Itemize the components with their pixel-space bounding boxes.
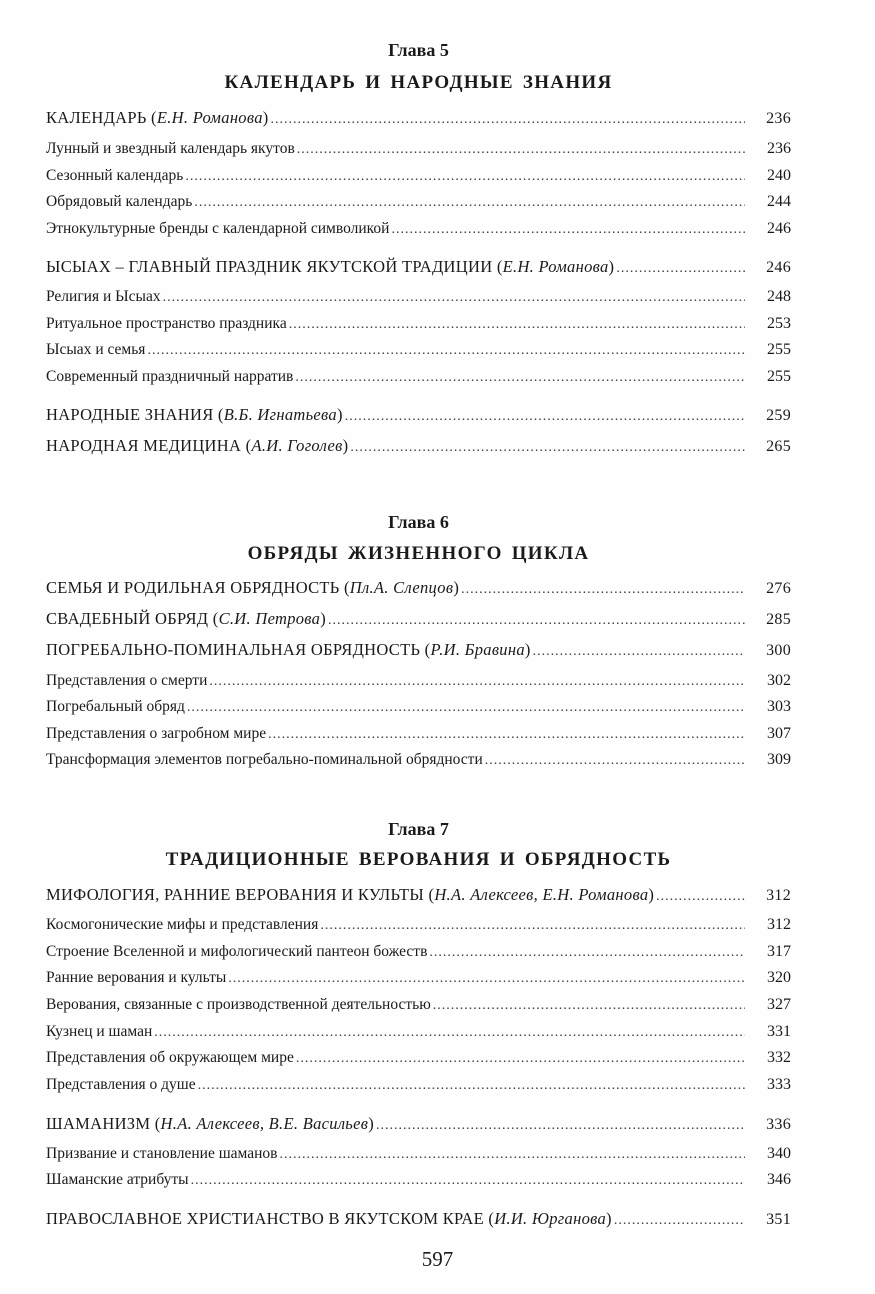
- toc-entry-title: КАЛЕНДАРЬ (Е.Н. Романова): [46, 108, 269, 127]
- page-number: 285: [766, 611, 791, 628]
- page-number: 312: [767, 916, 791, 933]
- page-number: 248: [767, 288, 791, 305]
- chapter-label: Глава 7: [388, 819, 449, 839]
- dot-leader: [614, 1213, 745, 1229]
- toc-entry-title: НАРОДНЫЕ ЗНАНИЯ (В.Б. Игнатьева): [46, 405, 343, 424]
- dot-leader: [433, 998, 745, 1014]
- toc-entry-title: МИФОЛОГИЯ, РАННИЕ ВЕРОВАНИЯ И КУЛЬТЫ (Н.А. Алексеев, Е.Н. Романова): [46, 885, 655, 904]
- dot-leader: [187, 700, 745, 716]
- page-number: 351: [766, 1211, 791, 1228]
- page-number: 300: [766, 642, 791, 659]
- toc-entry-title: Представления о душе: [46, 1076, 196, 1093]
- toc-entry[interactable]: [46, 220, 791, 242]
- chapter-title: ОБРЯДЫ ЖИЗНЕННОГО ЦИКЛА: [247, 543, 590, 564]
- toc-entry-title: НАРОДНАЯ МЕДИЦИНА (А.И. Гоголев): [46, 436, 349, 455]
- dot-leader: [191, 1173, 745, 1189]
- dot-leader: [194, 195, 745, 211]
- page-number: 346: [767, 1171, 791, 1188]
- page-number: 244: [767, 193, 791, 210]
- toc-entry[interactable]: [46, 1145, 791, 1167]
- page-number: 303: [767, 698, 791, 715]
- toc-entry[interactable]: [46, 315, 791, 337]
- toc-entry[interactable]: [46, 751, 791, 773]
- toc-entry[interactable]: [46, 916, 791, 938]
- page-number: 246: [766, 259, 791, 276]
- page-number: 276: [766, 580, 791, 597]
- page-number: 265: [766, 438, 791, 455]
- dot-leader: [376, 1118, 745, 1134]
- dot-leader: [391, 222, 745, 238]
- dot-leader: [154, 1025, 745, 1041]
- page-number: 307: [767, 725, 791, 742]
- page-number: 317: [767, 943, 791, 960]
- chapter-label: Глава 5: [388, 40, 449, 60]
- toc-entry-title: Этнокультурные бренды с календарной символикой: [46, 220, 390, 237]
- page-number: 236: [767, 140, 791, 157]
- toc-entry[interactable]: [46, 725, 791, 747]
- page-number: 240: [767, 167, 791, 184]
- dot-leader: [297, 142, 745, 158]
- toc-entry-title: Строение Вселенной и мифологический пантеон божеств: [46, 943, 428, 960]
- toc-entry-title: Лунный и звездный календарь якутов: [46, 140, 295, 157]
- toc-entry[interactable]: [46, 341, 791, 363]
- page-folio-number: 597: [421, 1247, 454, 1271]
- page-number: 340: [767, 1145, 791, 1162]
- dot-leader: [533, 644, 745, 660]
- toc-entry[interactable]: [46, 1114, 791, 1136]
- toc-entry[interactable]: [46, 1049, 791, 1071]
- toc-entry[interactable]: [46, 288, 791, 310]
- dot-leader: [147, 343, 745, 359]
- toc-entry-title: Кузнец и шаман: [46, 1023, 153, 1040]
- toc-entry-title: Обрядовый календарь: [46, 193, 193, 210]
- toc-entry[interactable]: [46, 140, 791, 162]
- dot-leader: [279, 1147, 745, 1163]
- toc-entry-title: Сезонный календарь: [46, 167, 184, 184]
- toc-entry[interactable]: [46, 698, 791, 720]
- dot-leader: [163, 290, 745, 306]
- toc-entry-title: ПРАВОСЛАВНОЕ ХРИСТИАНСТВО В ЯКУТСКОМ КРАЕ (И.И. Юрганова): [46, 1209, 612, 1228]
- chapter-title: КАЛЕНДАРЬ И НАРОДНЫЕ ЗНАНИЯ: [224, 72, 613, 93]
- toc-entry-title: Ритуальное пространство праздника: [46, 315, 287, 332]
- page-number: 253: [767, 315, 791, 332]
- toc-entry-title: Представления о загробном мире: [46, 725, 267, 742]
- dot-leader: [198, 1078, 745, 1094]
- toc-entry-title: Космогонические мифы и представления: [46, 916, 319, 933]
- dot-leader: [429, 945, 745, 961]
- dot-leader: [289, 317, 745, 333]
- page-number: 336: [766, 1116, 791, 1133]
- toc-entry[interactable]: [46, 1023, 791, 1045]
- dot-leader: [616, 261, 745, 277]
- toc-entry-title: Трансформация элементов погребально-поминальной обрядности: [46, 751, 483, 768]
- toc-entry[interactable]: [46, 167, 791, 189]
- toc-entry-title: СВАДЕБНЫЙ ОБРЯД (С.И. Петрова): [46, 609, 326, 628]
- page-number: 331: [767, 1023, 791, 1040]
- toc-entry-title: Призвание и становление шаманов: [46, 1145, 278, 1162]
- toc-entry[interactable]: [46, 193, 791, 215]
- toc-entry-title: ШАМАНИЗМ (Н.А. Алексеев, В.Е. Васильев): [46, 1114, 375, 1133]
- toc-entry[interactable]: [46, 672, 791, 694]
- toc-entry-title: Современный праздничный нарратив: [46, 368, 294, 385]
- toc-entry[interactable]: [46, 1076, 791, 1098]
- toc-entry-title: Религия и Ысыах: [46, 288, 161, 305]
- page-number: 255: [767, 368, 791, 385]
- toc-entry[interactable]: [46, 943, 791, 965]
- dot-leader: [328, 613, 745, 629]
- page-number: 332: [767, 1049, 791, 1066]
- toc-entry[interactable]: [46, 257, 791, 279]
- dot-leader: [350, 440, 745, 456]
- page-number: 255: [767, 341, 791, 358]
- dot-leader: [485, 753, 745, 769]
- toc-entry-title: Ысыах и семья: [46, 341, 146, 358]
- dot-leader: [345, 409, 745, 425]
- toc-entry[interactable]: [46, 969, 791, 991]
- page-number: 236: [766, 110, 791, 127]
- toc-entry-title: Шаманские атрибуты: [46, 1171, 189, 1188]
- toc-entry[interactable]: [46, 1171, 791, 1193]
- page-number: 246: [767, 220, 791, 237]
- page-number: 327: [767, 996, 791, 1013]
- toc-entry-title: ПОГРЕБАЛЬНО-ПОМИНАЛЬНАЯ ОБРЯДНОСТЬ (Р.И. Бравина): [46, 640, 531, 659]
- toc-entry[interactable]: [46, 108, 791, 130]
- toc-entry[interactable]: [46, 578, 791, 600]
- toc-entry[interactable]: [46, 885, 791, 907]
- toc-entry-title: Ранние верования и культы: [46, 969, 227, 986]
- toc-entry[interactable]: [46, 368, 791, 390]
- dot-leader: [296, 1051, 745, 1067]
- toc-entry[interactable]: [46, 996, 791, 1018]
- page-number: 333: [767, 1076, 791, 1093]
- page-number: 259: [766, 407, 791, 424]
- toc-entry[interactable]: [46, 405, 791, 427]
- page-number: 320: [767, 969, 791, 986]
- dot-leader: [228, 971, 745, 987]
- page-number: 302: [767, 672, 791, 689]
- page-number: 309: [767, 751, 791, 768]
- dot-leader: [185, 169, 745, 185]
- page-number: 312: [766, 887, 791, 904]
- toc-entry-title: СЕМЬЯ И РОДИЛЬНАЯ ОБРЯДНОСТЬ (Пл.А. Слепцов): [46, 578, 460, 597]
- toc-entry[interactable]: [46, 1209, 791, 1231]
- dot-leader: [271, 112, 745, 128]
- chapter-title: ТРАДИЦИОННЫЕ ВЕРОВАНИЯ И ОБРЯДНОСТЬ: [165, 849, 672, 870]
- dot-leader: [461, 582, 745, 598]
- chapter-label: Глава 6: [388, 512, 449, 532]
- dot-leader: [268, 727, 745, 743]
- toc-entry-title: Верования, связанные с производственной деятельностью: [46, 996, 431, 1013]
- dot-leader: [209, 674, 745, 690]
- dot-leader: [320, 918, 745, 934]
- toc-entry[interactable]: [46, 436, 791, 458]
- toc-entry-title: Погребальный обряд: [46, 698, 185, 715]
- dot-leader: [656, 889, 745, 905]
- toc-entry-title: Представления о смерти: [46, 672, 208, 689]
- dot-leader: [295, 370, 745, 386]
- toc-entry-title: ЫСЫАХ – ГЛАВНЫЙ ПРАЗДНИК ЯКУТСКОЙ ТРАДИЦИИ (Е.Н. Романова): [46, 257, 615, 276]
- toc-entry-title: Представления об окружающем мире: [46, 1049, 294, 1066]
- toc-entry[interactable]: [46, 609, 791, 631]
- toc-entry[interactable]: [46, 640, 791, 662]
